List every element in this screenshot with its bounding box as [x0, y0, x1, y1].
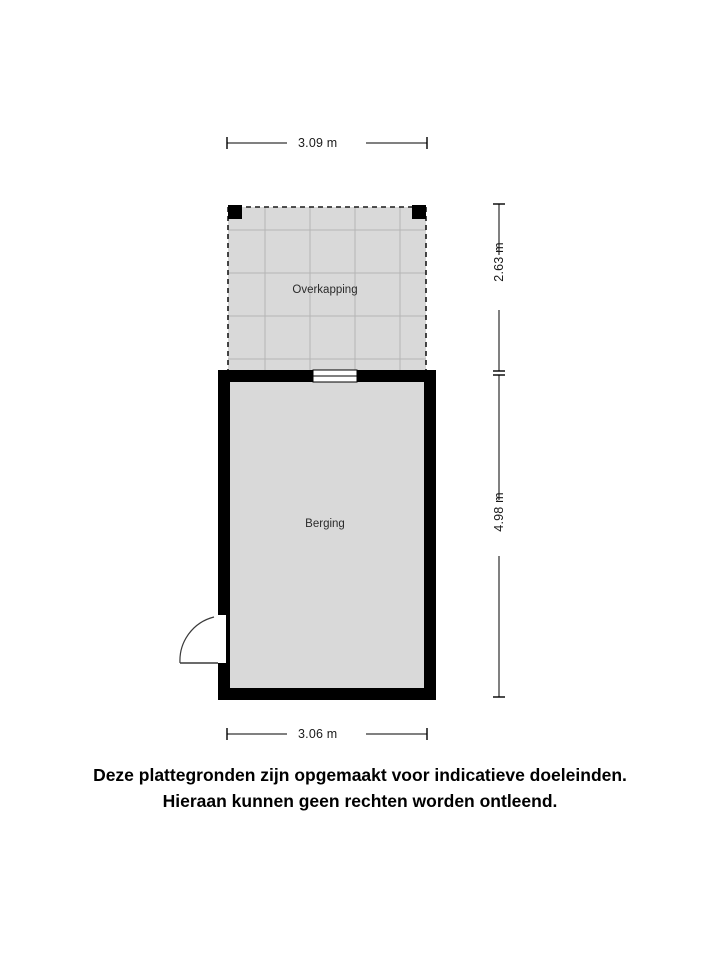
disclaimer	[0, 762, 720, 815]
room-label-overkapping: Overkapping	[292, 284, 358, 296]
dimension-label-right-upper: 2.63 m	[492, 242, 506, 282]
dimension-label-bottom: 3.06 m	[298, 727, 338, 741]
room-berging-shape	[218, 370, 436, 700]
dimension-label-right-lower: 4.98 m	[492, 492, 506, 532]
room-label-berging: Berging	[305, 518, 345, 530]
dimension-label-top: 3.09 m	[298, 136, 338, 150]
window-symbol	[313, 370, 357, 382]
door-symbol	[180, 615, 226, 663]
disclaimer-line-2: Hieraan kunnen geen rechten worden ontleend.	[162, 791, 558, 812]
dimension-right-upper	[493, 204, 505, 371]
disclaimer-line-1: Deze plattegronden zijn opgemaakt voor indicatieve doeleinden.	[93, 765, 627, 785]
dimension-right-lower	[493, 375, 505, 697]
